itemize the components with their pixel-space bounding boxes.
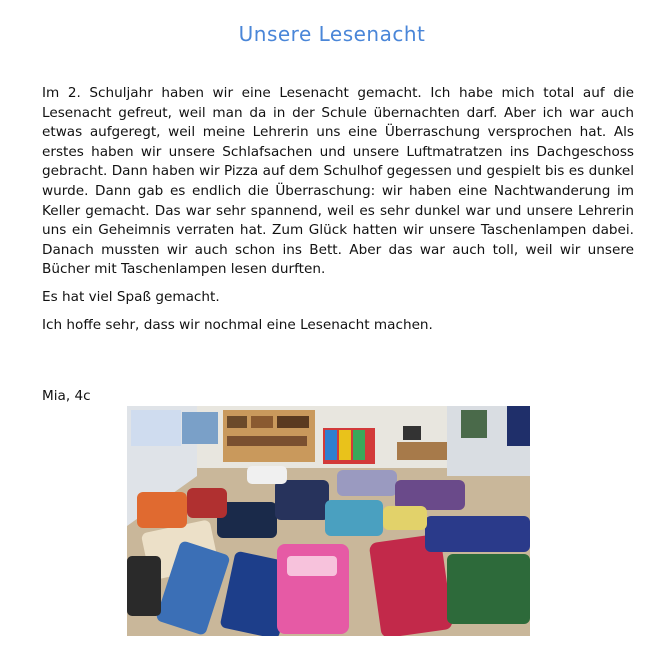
story-text	[42, 84, 634, 343]
story-paragraph-3: Ich hoffe sehr, dass wir nochmal eine Lesenacht machen.	[42, 316, 433, 333]
classroom-photo	[127, 406, 530, 636]
story-paragraph-1: Im 2. Schuljahr haben wir eine Lesenacht gemacht. Ich habe mich total auf die Lesenacht gefreut, weil man da in der Schule übernachten darf. Aber ich war auch etwas aufgeregt, weil meine Lehrerin uns eine Überraschung versprochen hat. Als erstes haben wir unsere Schlafsachen und unsere Luftmatratzen ins Dachgeschoss gebracht. Dann haben wir Pizza auf dem Schulhof gegessen und gespielt bis es dunkel wurde. Dann gab es endlich die Überraschung: wir haben eine Nachtwanderung im Keller gemacht. Das war sehr spannend, weil es sehr dunkel war und unsere Lehrerin uns ein Geheimnis verraten hat. Zum Glück hatten wir unsere Taschenlampen dabei. Danach mussten wir auch schon ins Bett. Aber das war auch toll, weil wir unsere Bücher mit Taschenlampen lesen durften.	[42, 85, 634, 278]
story-paragraph-2: Es hat viel Spaß gemacht.	[42, 288, 220, 305]
author-signature: Mia, 4c	[42, 388, 91, 404]
page-title: Unsere Lesenacht	[238, 22, 426, 46]
